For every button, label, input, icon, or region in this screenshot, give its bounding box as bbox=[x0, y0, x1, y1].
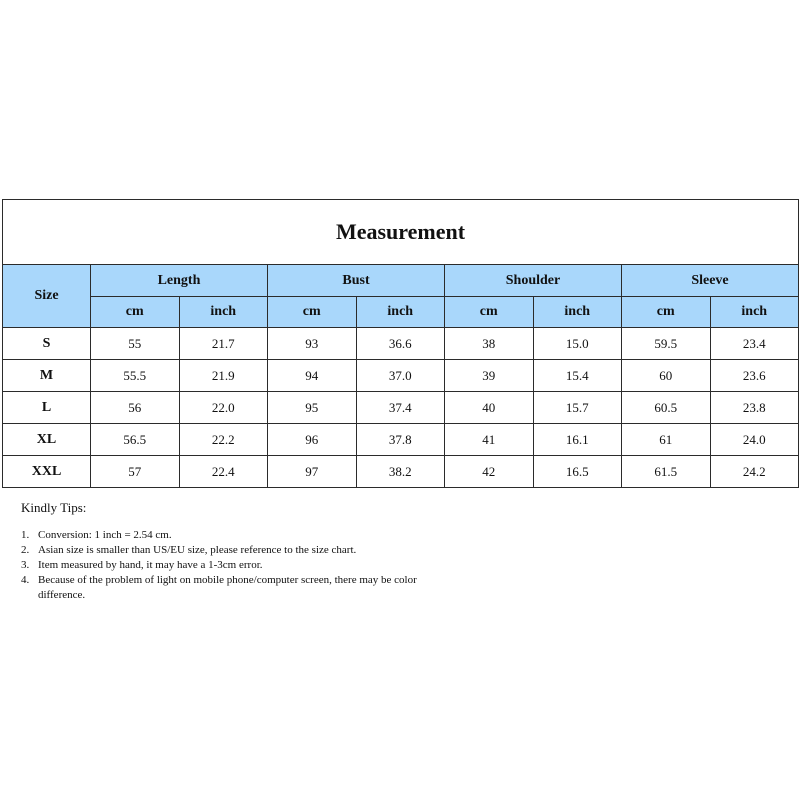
table-body bbox=[3, 328, 799, 488]
tip-text: Because of the problem of light on mobile phone/computer screen, there may be color difference. bbox=[38, 574, 417, 601]
unit-header-cm: cm bbox=[91, 297, 180, 328]
unit-header-inch: inch bbox=[356, 297, 445, 328]
measurement-cell: 41 bbox=[445, 424, 534, 456]
unit-header-cm: cm bbox=[622, 297, 711, 328]
measurement-cell: 15.7 bbox=[533, 392, 622, 424]
unit-header-cm: cm bbox=[268, 297, 357, 328]
measurement-cell: 61.5 bbox=[622, 456, 711, 488]
measurement-cell: 60 bbox=[622, 360, 711, 392]
measurement-cell: 95 bbox=[268, 392, 357, 424]
measurement-cell: 38.2 bbox=[356, 456, 445, 488]
measurement-cell: 37.8 bbox=[356, 424, 445, 456]
size-label-cell: L bbox=[3, 392, 91, 424]
tip-text: Asian size is smaller than US/EU size, please reference to the size chart. bbox=[38, 544, 357, 556]
size-label-cell: S bbox=[3, 328, 91, 360]
tip-item bbox=[21, 543, 461, 558]
group-header-length: Length bbox=[91, 265, 268, 297]
tip-text: Item measured by hand, it may have a 1-3cm error. bbox=[38, 559, 263, 571]
measurement-cell: 36.6 bbox=[356, 328, 445, 360]
size-label-cell: M bbox=[3, 360, 91, 392]
measurement-cell: 23.4 bbox=[710, 328, 799, 360]
chart-title: Measurement bbox=[3, 200, 799, 265]
measurement-cell: 56 bbox=[91, 392, 180, 424]
measurement-cell: 23.6 bbox=[710, 360, 799, 392]
size-table bbox=[2, 199, 799, 488]
measurement-cell: 40 bbox=[445, 392, 534, 424]
measurement-cell: 24.2 bbox=[710, 456, 799, 488]
group-header-sleeve: Sleeve bbox=[622, 265, 799, 297]
table-row bbox=[3, 424, 799, 456]
measurement-cell: 55.5 bbox=[91, 360, 180, 392]
measurement-cell: 21.7 bbox=[179, 328, 268, 360]
size-label-cell: XXL bbox=[3, 456, 91, 488]
measurement-cell: 15.4 bbox=[533, 360, 622, 392]
table-row bbox=[3, 456, 799, 488]
tip-number: 3. bbox=[21, 559, 30, 571]
table-row bbox=[3, 328, 799, 360]
measurement-cell: 93 bbox=[268, 328, 357, 360]
measurement-cell: 15.0 bbox=[533, 328, 622, 360]
measurement-cell: 97 bbox=[268, 456, 357, 488]
tip-number: 4. bbox=[21, 574, 30, 586]
measurement-cell: 38 bbox=[445, 328, 534, 360]
measurement-cell: 94 bbox=[268, 360, 357, 392]
tip-item bbox=[21, 528, 461, 543]
size-column-header: Size bbox=[3, 265, 91, 328]
unit-header-inch: inch bbox=[710, 297, 799, 328]
table-row bbox=[3, 360, 799, 392]
tip-number: 1. bbox=[21, 529, 30, 541]
measurement-cell: 55 bbox=[91, 328, 180, 360]
tips-title: Kindly Tips: bbox=[21, 500, 87, 515]
tip-item bbox=[21, 573, 461, 603]
tips-list bbox=[21, 528, 461, 603]
measurement-cell: 22.0 bbox=[179, 392, 268, 424]
measurement-cell: 96 bbox=[268, 424, 357, 456]
measurement-cell: 56.5 bbox=[91, 424, 180, 456]
measurement-cell: 24.0 bbox=[710, 424, 799, 456]
measurement-cell: 60.5 bbox=[622, 392, 711, 424]
unit-header-inch: inch bbox=[533, 297, 622, 328]
size-chart bbox=[2, 199, 799, 488]
measurement-cell: 59.5 bbox=[622, 328, 711, 360]
measurement-cell: 37.0 bbox=[356, 360, 445, 392]
group-header-shoulder: Shoulder bbox=[445, 265, 622, 297]
unit-header-cm: cm bbox=[445, 297, 534, 328]
kindly-tips bbox=[21, 500, 461, 603]
measurement-cell: 61 bbox=[622, 424, 711, 456]
measurement-cell: 23.8 bbox=[710, 392, 799, 424]
table-row bbox=[3, 392, 799, 424]
tip-number: 2. bbox=[21, 544, 30, 556]
measurement-cell: 21.9 bbox=[179, 360, 268, 392]
size-label-cell: XL bbox=[3, 424, 91, 456]
measurement-cell: 16.5 bbox=[533, 456, 622, 488]
measurement-cell: 39 bbox=[445, 360, 534, 392]
tip-text: Conversion: 1 inch = 2.54 cm. bbox=[38, 529, 172, 541]
measurement-cell: 16.1 bbox=[533, 424, 622, 456]
tip-item bbox=[21, 558, 461, 573]
measurement-cell: 37.4 bbox=[356, 392, 445, 424]
measurement-cell: 42 bbox=[445, 456, 534, 488]
measurement-cell: 22.2 bbox=[179, 424, 268, 456]
measurement-cell: 57 bbox=[91, 456, 180, 488]
unit-header-inch: inch bbox=[179, 297, 268, 328]
measurement-cell: 22.4 bbox=[179, 456, 268, 488]
group-header-bust: Bust bbox=[268, 265, 445, 297]
